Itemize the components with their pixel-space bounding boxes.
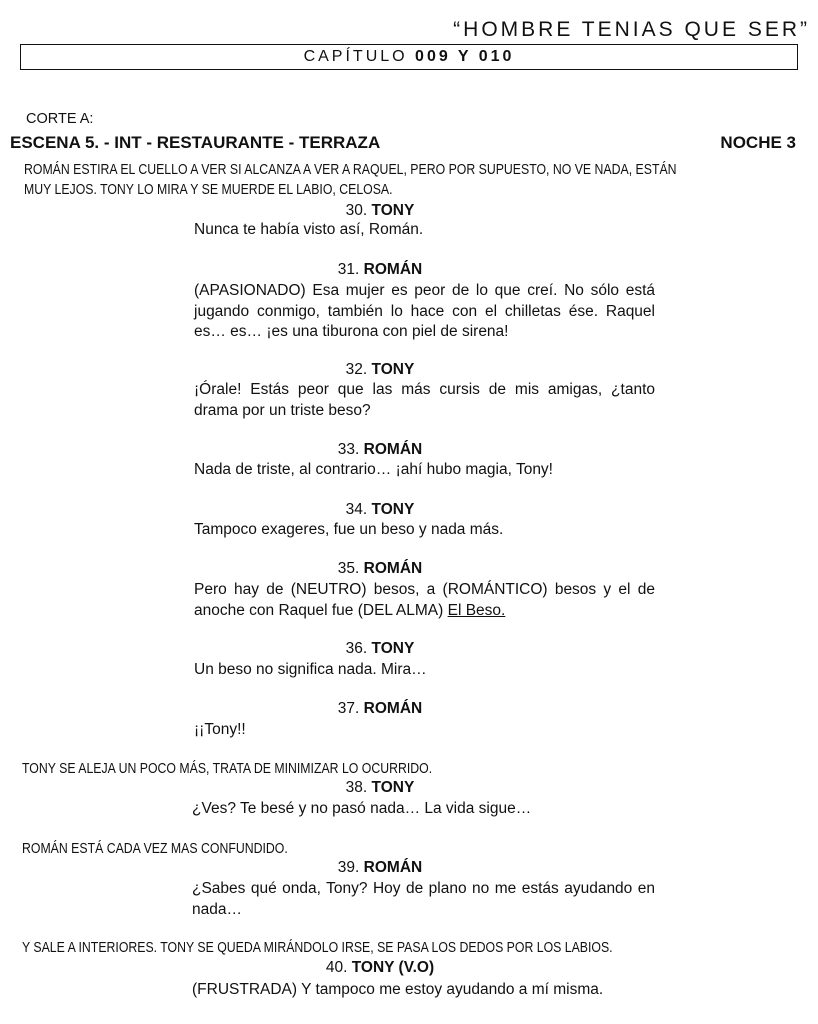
scene-time: NOCHE 3 [720, 133, 796, 152]
cue-speaker: TONY (V.O) [351, 959, 435, 976]
cue-speaker: TONY [371, 640, 415, 657]
cue-number: 40. [325, 959, 348, 976]
scene-heading-text: ESCENA 5. - INT - RESTAURANTE - TERRAZA [10, 133, 381, 152]
dialogue-text: (APASIONADO) Esa mujer es peor de lo que creí. No sólo está jugando conmigo, también lo hace con el chilletas ése. Raquel es… es… ¡es una tiburona con piel de sirena! [194, 282, 655, 340]
cut-transition: CORTE A: [26, 111, 94, 127]
dialogue-text: ¡¡Tony!! [194, 721, 246, 738]
dialogue-text: ¿Ves? Te besé y no pasó nada… La vida sigue… [192, 800, 532, 817]
dialogue-cue [0, 700, 760, 718]
dialogue-text: Un beso no significa nada. Mira… [194, 661, 427, 678]
dialogue-cue [0, 501, 760, 519]
cue-speaker: ROMÁN [363, 261, 423, 278]
action-line: Y SALE A INTERIORES. TONY SE QUEDA MIRÁNDOLO IRSE, SE PASA LOS DEDOS POR LOS LABIOS. [22, 940, 613, 956]
cue-speaker: TONY [371, 779, 415, 796]
cue-number: 36. [345, 640, 368, 657]
dialogue-text [194, 580, 655, 621]
dialogue-cue [0, 261, 760, 279]
scene-heading [10, 133, 796, 153]
dialogue-cue [0, 859, 760, 877]
dialogue-cue [0, 959, 760, 977]
dialogue-text: ¡Órale! Estás peor que las más cursis de mis amigas, ¿tanto drama por un triste beso? [194, 381, 655, 419]
dialogue-text: Tampoco exageres, fue un beso y nada más. [194, 521, 504, 538]
chapter-prefix: CAPÍTULO [303, 48, 408, 65]
action-line: ROMÁN ESTIRA EL CUELLO A VER SI ALCANZA A VER A RAQUEL, PERO POR SUPUESTO, NO VE NADA, ESTÁN [24, 162, 677, 178]
dialogue-text: ¿Sabes qué onda, Tony? Hoy de plano no me estás ayudando en nada… [192, 880, 655, 918]
action-line: ROMÁN ESTÁ CADA VEZ MAS CONFUNDIDO. [22, 841, 288, 857]
cue-speaker: ROMÁN [363, 859, 423, 876]
dialogue-text: (FRUSTRADA) Y tampoco me estoy ayudando a mí misma. [192, 981, 604, 998]
cue-number: 31. [337, 261, 360, 278]
cue-speaker: ROMÁN [363, 560, 423, 577]
cue-speaker: TONY [371, 202, 415, 219]
cue-speaker: ROMÁN [363, 700, 423, 717]
cue-number: 37. [337, 700, 360, 717]
show-title: “HOMBRE TENIAS QUE SER” [453, 18, 810, 41]
cue-speaker: TONY [371, 501, 415, 518]
cue-speaker: ROMÁN [363, 441, 423, 458]
chapter-numbers: 009 Y 010 [415, 48, 515, 65]
cue-number: 38. [345, 779, 368, 796]
chapter-box [20, 44, 798, 70]
dialogue-cue [0, 202, 760, 220]
dialogue-cue [0, 640, 760, 658]
cue-number: 33. [337, 441, 360, 458]
cue-number: 30. [345, 202, 368, 219]
action-line: TONY SE ALEJA UN POCO MÁS, TRATA DE MINIMIZAR LO OCURRIDO. [22, 761, 433, 777]
cue-number: 39. [337, 859, 360, 876]
action-line: MUY LEJOS. TONY LO MIRA Y SE MUERDE EL LABIO, CELOSA. [24, 182, 393, 198]
dialogue-text: Nada de triste, al contrario… ¡ahí hubo magia, Tony! [194, 461, 553, 478]
dialogue-cue [0, 361, 760, 379]
dialogue-text-main: Pero hay de (NEUTRO) besos, a (ROMÁNTICO) besos y el de anoche con Raquel fue (DEL ALMA) [194, 581, 655, 619]
dialogue-text: Nunca te había visto así, Román. [194, 221, 424, 238]
cue-number: 32. [345, 361, 368, 378]
underlined-phrase: El Beso. [447, 601, 506, 619]
cue-number: 35. [337, 560, 360, 577]
cue-number: 34. [345, 501, 368, 518]
dialogue-cue [0, 441, 760, 459]
dialogue-cue [0, 560, 760, 578]
dialogue-cue [0, 779, 760, 797]
cue-speaker: TONY [371, 361, 415, 378]
